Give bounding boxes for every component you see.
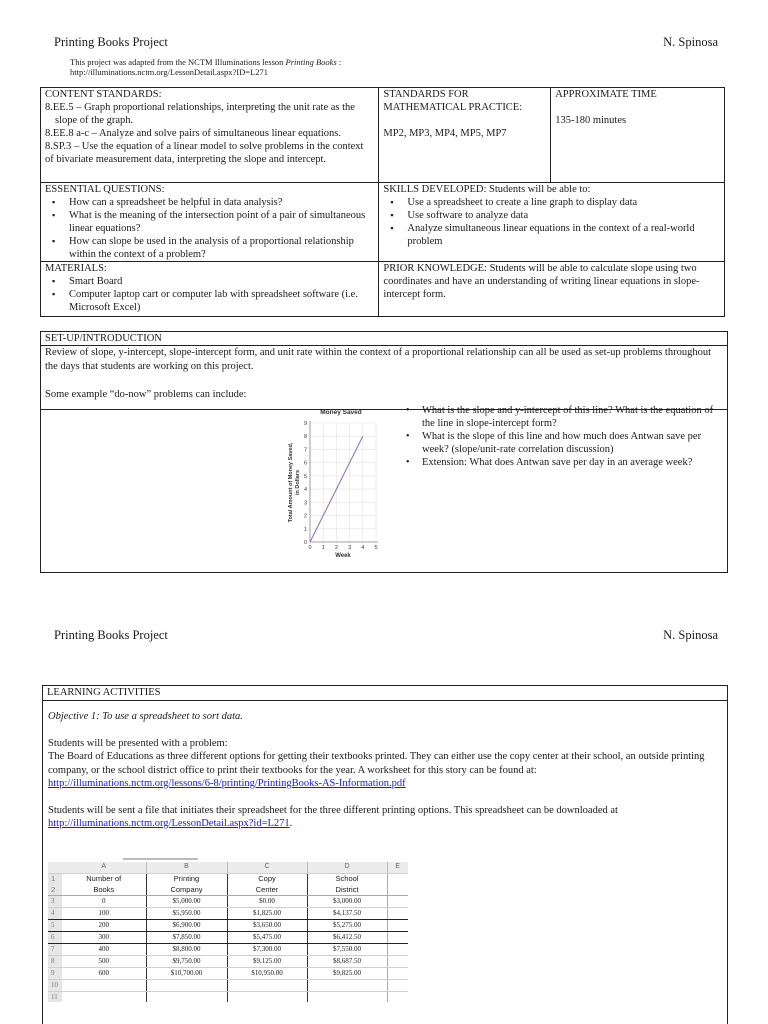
table-cell: 200 <box>62 919 146 931</box>
skills-cell <box>379 183 725 262</box>
list-item: • Extension: What does Antwan save per day in an average week? <box>400 456 725 469</box>
x-tick-label: 0 <box>308 545 312 551</box>
table-cell: $8,687.50 <box>307 955 387 967</box>
materials-list <box>45 275 374 314</box>
table-cell <box>146 991 227 1002</box>
materials-cell <box>41 262 379 317</box>
time-label: APPROXIMATE TIME <box>555 89 657 100</box>
problem-text: The Board of Educations as three different options for getting their textbooks printed. They can either use the copy center at their school, an outside printing company, or the school district office to print their textbooks for the year. A worksheet for this story can be found at: <box>48 751 705 776</box>
standard-item: 8.SP.3 – Use the equation of a linear model to solve problems in the context of bivariate measurement data, interpreting the slope and intercept. <box>45 141 364 165</box>
list-item: ▪ How can a spreadsheet be helpful in data analysis? <box>45 196 374 209</box>
table-cell: $10,700.00 <box>146 967 227 979</box>
table-cell: $4,137.50 <box>307 907 387 919</box>
learning-activities-label: LEARNING ACTIVITIES <box>47 687 161 698</box>
table-cell: $9,125.00 <box>227 955 307 967</box>
column-letter: D <box>307 862 387 873</box>
table-cell: $7,300.00 <box>227 943 307 955</box>
page-header <box>54 629 718 642</box>
header-cell: Copy <box>227 873 307 884</box>
row-number: 5 <box>48 919 62 931</box>
header-cell: Center <box>227 884 307 895</box>
lesson-title: Printing Books <box>285 57 337 67</box>
y-tick-label: 2 <box>303 513 307 520</box>
do-now-list <box>400 404 725 469</box>
table-cell: $6,900.00 <box>146 919 227 931</box>
spreadsheet-link[interactable]: http://illuminations.nctm.org/LessonDetail.aspx?id=L271 <box>48 818 290 829</box>
header-cell: School <box>307 873 387 884</box>
list-item: ▪ Computer laptop cart or computer lab with spreadsheet software (i.e. Microsoft Excel) <box>45 288 374 314</box>
list-item: ▪ What is the meaning of the intersection point of a pair of simultaneous linear equations? <box>45 209 374 235</box>
y-tick-label: 4 <box>303 487 307 494</box>
column-letter: A <box>62 862 146 873</box>
header-cell: Printing <box>146 873 227 884</box>
header-cell: Company <box>146 884 227 895</box>
objective-text: Objective 1: To use a spreadsheet to sort data. <box>48 711 243 722</box>
corner-cell <box>48 862 62 873</box>
content-standards-label: CONTENT STANDARDS: <box>45 89 162 100</box>
table-row <box>48 955 408 967</box>
table-cell: 0 <box>62 895 146 907</box>
table-cell <box>146 979 227 991</box>
do-now-questions <box>400 404 725 469</box>
empty-row <box>48 979 408 991</box>
empty-cell <box>387 895 408 907</box>
header-cell: District <box>307 884 387 895</box>
table-cell: 300 <box>62 931 146 943</box>
x-tick-label: 2 <box>334 545 338 551</box>
adaptation-text: This project was adapted from the NCTM Illuminations lesson <box>70 57 286 67</box>
essential-questions-list <box>45 196 374 261</box>
spreadsheet-table <box>48 862 408 1002</box>
empty-row <box>48 991 408 1002</box>
setup-label: SET-UP/INTRODUCTION <box>45 333 162 344</box>
smp-value: MP2, MP3, MP4, MP5, MP7 <box>383 128 507 139</box>
table-row <box>48 967 408 979</box>
time-cell <box>551 88 725 183</box>
skills-list <box>383 196 720 248</box>
worksheet-link[interactable]: http://illuminations.nctm.org/lessons/6-8/printing/PrintingBooks-AS-Information.pdf <box>48 778 406 789</box>
time-value: 135-180 minutes <box>555 115 627 126</box>
x-tick-label: 4 <box>361 545 365 551</box>
x-axis-label: Week <box>335 553 351 559</box>
empty-cell <box>387 907 408 919</box>
table-cell: $9,750.00 <box>146 955 227 967</box>
empty-cell <box>387 873 408 884</box>
table-cell: 600 <box>62 967 146 979</box>
header-row <box>48 873 408 884</box>
smp-cell <box>379 88 551 183</box>
list-item: • What is the slope and y-intercept of this line? What is the equation of the line in slope-intercept form? <box>400 404 725 430</box>
column-letter: E <box>387 862 408 873</box>
table-cell <box>62 979 146 991</box>
empty-cell <box>387 967 408 979</box>
y-tick-label: 7 <box>303 447 307 454</box>
table-row <box>48 943 408 955</box>
table-cell: $3,000.00 <box>307 895 387 907</box>
empty-cell <box>387 955 408 967</box>
list-item: ▪ Use a spreadsheet to create a line graph to display data <box>383 196 720 209</box>
y-tick-label: 1 <box>303 526 307 533</box>
project-title: Printing Books Project <box>54 628 168 642</box>
empty-cell <box>387 943 408 955</box>
page-header <box>54 36 718 49</box>
empty-cell <box>387 919 408 931</box>
table-cell <box>307 991 387 1002</box>
learning-activities-header <box>42 685 728 701</box>
row-number: 7 <box>48 943 62 955</box>
y-tick-label: 3 <box>303 500 307 507</box>
table-cell: $8,800.00 <box>146 943 227 955</box>
header-row <box>48 884 408 895</box>
spreadsheet-text: Students will be sent a file that initiates their spreadsheet for the three different printing options. This spreadsheet can be downloaded at <box>48 804 618 816</box>
table-cell <box>227 979 307 991</box>
x-tick-label: 5 <box>374 545 378 551</box>
column-letter-row <box>48 862 408 873</box>
empty-cell <box>387 979 408 991</box>
empty-cell <box>387 884 408 895</box>
header-cell: Number of <box>86 874 122 884</box>
empty-cell <box>387 991 408 1002</box>
essential-questions-cell <box>41 183 379 262</box>
row-number: 9 <box>48 967 62 979</box>
list-item: ▪ Analyze simultaneous linear equations in the context of a real-world problem <box>383 222 720 248</box>
table-cell: $5,275.00 <box>307 919 387 931</box>
table-cell: 400 <box>62 943 146 955</box>
skills-label: SKILLS DEVELOPED: Students will be able to: <box>383 184 591 195</box>
y-tick-label: 6 <box>303 460 307 467</box>
table-cell: $7,550.00 <box>307 943 387 955</box>
table-cell: 500 <box>62 955 146 967</box>
money-saved-chart <box>283 406 383 561</box>
problem-intro: Students will be presented with a problem: <box>48 737 228 749</box>
adaptation-url: http://illuminations.nctm.org/LessonDetail.aspx?ID=L271 <box>70 67 268 77</box>
table-row <box>48 907 408 919</box>
header-cell: Books <box>62 884 146 895</box>
table-cell: $7,850.00 <box>146 931 227 943</box>
adaptation-note <box>70 57 341 77</box>
author-name: N. Spinosa <box>663 35 718 49</box>
table-cell: $6,412.50 <box>307 931 387 943</box>
table-cell: $3,650.00 <box>227 919 307 931</box>
link-suffix: . <box>289 818 293 829</box>
table-cell: $9,825.00 <box>307 967 387 979</box>
row-number: 4 <box>48 907 62 919</box>
row-number: 10 <box>48 979 62 991</box>
author-name: N. Spinosa <box>663 628 718 642</box>
column-letter: B <box>146 862 227 873</box>
y-axis-label: in Dollars <box>295 469 301 496</box>
row-number: 8 <box>48 955 62 967</box>
table-cell: 100 <box>62 907 146 919</box>
table-cell: $5,475.00 <box>227 931 307 943</box>
chart-title: Money Saved <box>320 409 362 416</box>
y-axis-label: Total Amount of Money Saved, <box>288 442 294 523</box>
row-number: 3 <box>48 895 62 907</box>
table-cell <box>62 991 146 1002</box>
spreadsheet-data-rows <box>48 895 408 1002</box>
project-title: Printing Books Project <box>54 35 168 49</box>
table-row <box>48 895 408 907</box>
lesson-overview-table <box>40 87 725 317</box>
adaptation-text-suffix: : <box>336 57 342 67</box>
standard-item: 8.EE.5 – Graph proportional relationships, interpreting the unit rate as the slope of the graph. <box>45 102 355 126</box>
row-number: 1 <box>48 873 62 884</box>
sheet-toolbar-remnant <box>123 858 198 860</box>
y-tick-label: 8 <box>303 434 307 441</box>
table-row <box>48 919 408 931</box>
chart-svg <box>283 406 383 561</box>
prior-knowledge-cell <box>379 262 725 317</box>
x-tick-label: 3 <box>348 545 352 551</box>
setup-paragraph: Review of slope, y-intercept, slope-intercept form, and unit rate within the context of a proportional relationship can all be used as set-up problems throughout the days that students are working on this project. <box>45 347 711 372</box>
empty-cell <box>387 931 408 943</box>
column-letter: C <box>227 862 307 873</box>
examples-intro: Some example “do-now” problems can include: <box>45 389 247 400</box>
content-standards-cell <box>41 88 379 183</box>
table-cell: $0.00 <box>227 895 307 907</box>
x-tick-label: 1 <box>321 545 325 551</box>
row-number: 11 <box>48 991 62 1002</box>
y-tick-label: 5 <box>303 473 307 480</box>
table-cell <box>307 979 387 991</box>
prior-knowledge-text: PRIOR KNOWLEDGE: Students will be able to calculate slope using two coordinates and have an understanding of writing linear equations in slope-intercept form. <box>383 263 700 300</box>
list-item: ▪ How can slope be used in the analysis of a proportional relationship within the context of a problem? <box>45 235 374 261</box>
list-item: ▪ Smart Board <box>45 275 374 288</box>
learning-activities-cell <box>43 686 728 701</box>
list-item: • What is the slope of this line and how much does Antwan save per week? (slope/unit-rate correlation discussion) <box>400 430 725 456</box>
table-cell: $5,950.00 <box>146 907 227 919</box>
essential-questions-label: ESSENTIAL QUESTIONS: <box>45 184 165 195</box>
row-number: 2 <box>48 884 62 895</box>
setup-body-cell <box>41 346 728 410</box>
materials-label: MATERIALS: <box>45 263 107 274</box>
smp-label: STANDARDS FOR MATHEMATICAL PRACTICE: <box>383 89 523 113</box>
table-row <box>48 931 408 943</box>
y-tick-label: 0 <box>303 540 307 546</box>
y-tick-label: 9 <box>303 421 307 427</box>
table-cell: $5,000.00 <box>146 895 227 907</box>
table-cell <box>227 991 307 1002</box>
setup-label-cell <box>41 332 728 346</box>
table-cell: $10,950.00 <box>227 967 307 979</box>
table-cell: $1,825.00 <box>227 907 307 919</box>
list-item: ▪ Use software to analyze data <box>383 209 720 222</box>
row-number: 6 <box>48 931 62 943</box>
standard-item: 8.EE.8 a-c – Analyze and solve pairs of simultaneous linear equations. <box>45 128 341 139</box>
